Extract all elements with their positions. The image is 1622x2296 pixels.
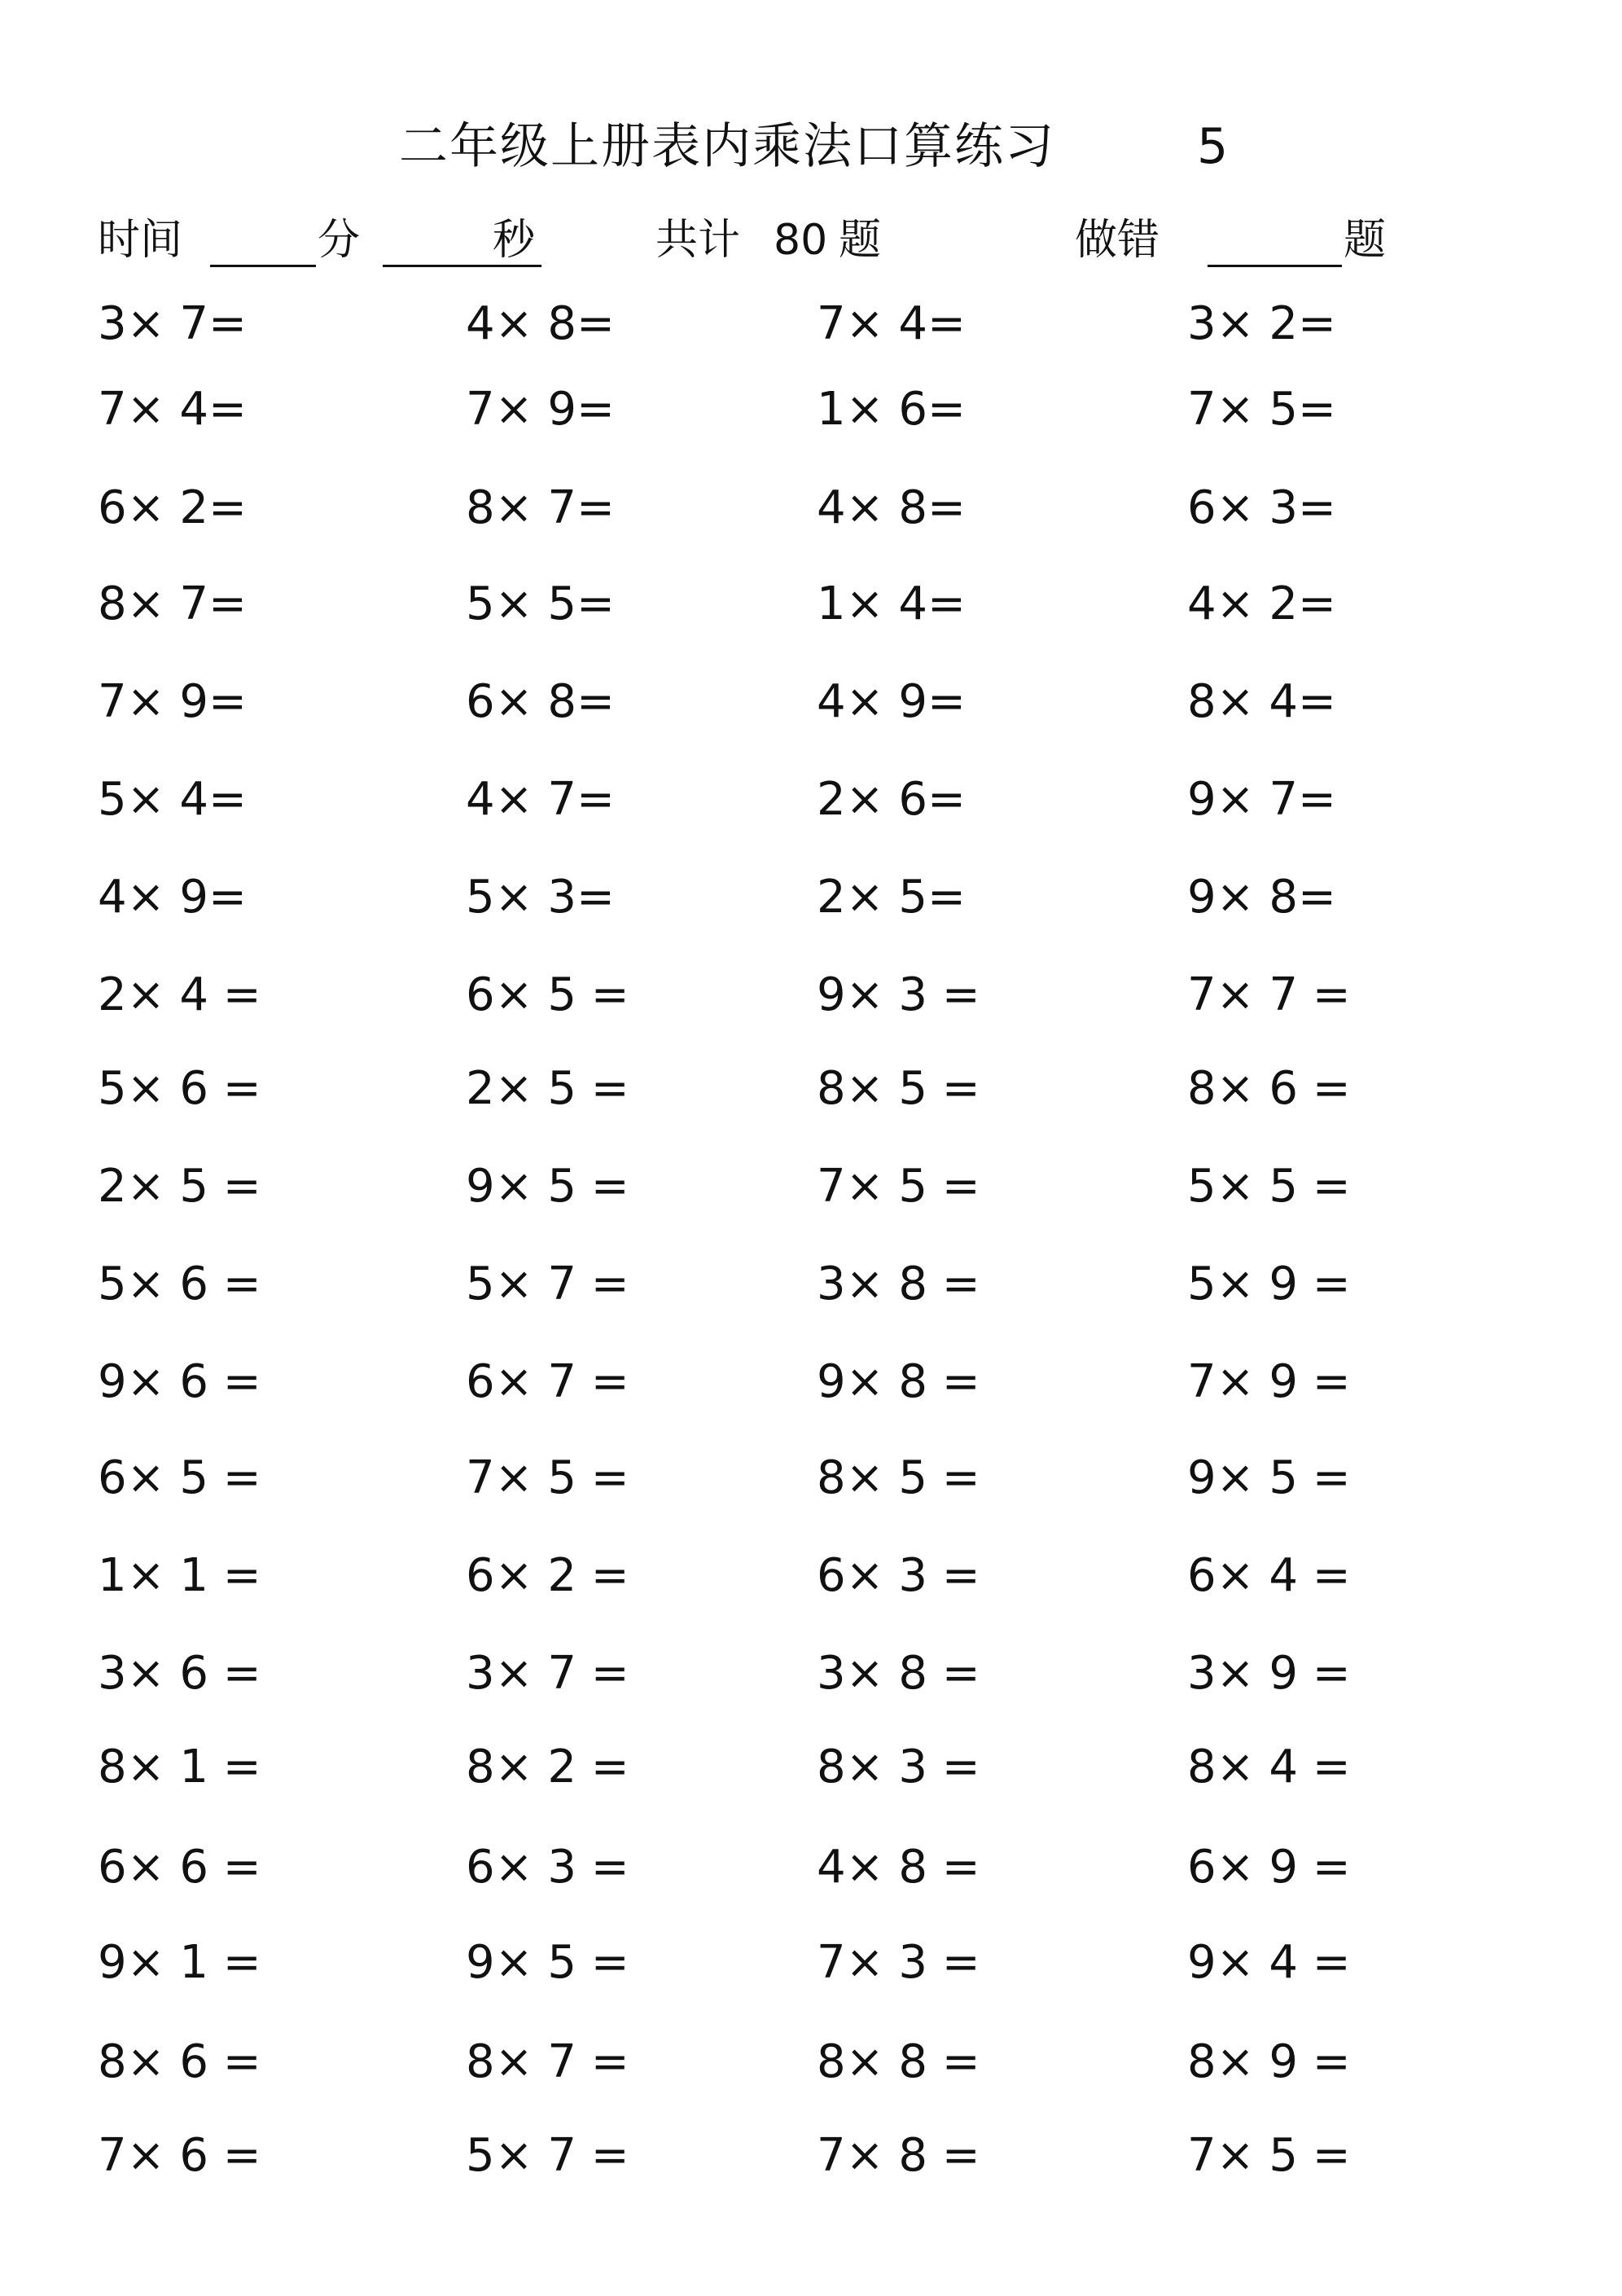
- problem-item: 6× 3 =: [817, 1549, 980, 1602]
- problem-item: 5× 7 =: [466, 2129, 629, 2182]
- problem-item: 8× 5 =: [817, 1451, 980, 1504]
- problem-item: 6× 9 =: [1187, 1841, 1351, 1894]
- problem-item: 7× 9 =: [1187, 1355, 1351, 1408]
- problem-item: 9× 7=: [1187, 773, 1336, 826]
- problem-row: [0, 292, 1622, 357]
- problem-item: 3× 9 =: [1187, 1647, 1351, 1700]
- problem-item: 7× 5=: [1187, 383, 1336, 436]
- wrong-blank[interactable]: [1208, 265, 1342, 267]
- problem-item: 3× 8 =: [817, 1258, 980, 1310]
- problem-item: 1× 6=: [817, 383, 966, 436]
- problem-row: [0, 476, 1622, 541]
- problem-item: 7× 7 =: [1187, 968, 1351, 1021]
- problem-item: 8× 3 =: [817, 1741, 980, 1793]
- problem-item: 8× 4=: [1187, 675, 1336, 728]
- time-label: 时间: [98, 216, 183, 265]
- problem-row: [0, 1446, 1622, 1511]
- problem-item: 7× 9=: [98, 675, 247, 728]
- problem-item: 6× 5 =: [98, 1451, 261, 1504]
- problem-item: 6× 4 =: [1187, 1549, 1351, 1602]
- problem-row: [0, 767, 1622, 832]
- wrong-label: 做错: [1075, 216, 1160, 265]
- problem-item: 5× 7 =: [466, 1258, 629, 1310]
- problem-item: 8× 2 =: [466, 1741, 629, 1793]
- problem-row: [0, 669, 1622, 735]
- problem-row: [0, 1735, 1622, 1800]
- problem-row: [0, 1056, 1622, 1122]
- problem-item: 8× 9 =: [1187, 2035, 1351, 2088]
- problem-item: 3× 2=: [1187, 297, 1336, 350]
- problem-item: 8× 4 =: [1187, 1741, 1351, 1793]
- total-label: 共计: [655, 216, 741, 265]
- problem-item: 5× 6 =: [98, 1258, 261, 1310]
- problem-item: 9× 3 =: [817, 968, 980, 1021]
- problem-item: 7× 5 =: [1187, 2129, 1351, 2182]
- total-count: 80: [774, 216, 828, 265]
- problem-item: 2× 6=: [817, 773, 966, 826]
- problem-item: 8× 6 =: [1187, 1062, 1351, 1115]
- problem-item: 9× 5 =: [1187, 1451, 1351, 1504]
- problem-item: 9× 5 =: [466, 1160, 629, 1213]
- problem-item: 9× 1 =: [98, 1936, 261, 1989]
- problem-item: 5× 9 =: [1187, 1258, 1351, 1310]
- problem-item: 2× 5=: [817, 871, 966, 924]
- wrong-unit: 题: [1344, 216, 1387, 265]
- problem-item: 5× 5 =: [1187, 1160, 1351, 1213]
- problem-item: 3× 8 =: [817, 1647, 980, 1700]
- problem-item: 6× 8=: [466, 675, 615, 728]
- problem-row: [0, 2030, 1622, 2095]
- minute-label: 分: [318, 216, 361, 265]
- problem-item: 3× 7 =: [466, 1647, 629, 1700]
- problem-item: 6× 3 =: [466, 1841, 629, 1894]
- problem-item: 7× 4=: [98, 383, 247, 436]
- problem-item: 4× 8=: [466, 297, 615, 350]
- minute-blank[interactable]: [210, 265, 316, 267]
- problem-item: 5× 4=: [98, 773, 247, 826]
- problem-item: 8× 6 =: [98, 2035, 261, 2088]
- problem-item: 4× 7=: [466, 773, 615, 826]
- problem-item: 2× 5 =: [466, 1062, 629, 1115]
- problem-row: [0, 1252, 1622, 1317]
- problem-item: 8× 7=: [466, 481, 615, 534]
- problem-item: 6× 2=: [98, 481, 247, 534]
- problem-item: 9× 8 =: [817, 1355, 980, 1408]
- problem-item: 4× 8 =: [817, 1841, 980, 1894]
- problem-item: 8× 7 =: [466, 2035, 629, 2088]
- problem-item: 7× 8 =: [817, 2129, 980, 2182]
- worksheet-title: 二年级上册表内乘法口算练习: [399, 118, 1055, 175]
- problem-item: 6× 5 =: [466, 968, 629, 1021]
- problem-item: 3× 7=: [98, 297, 247, 350]
- worksheet-number: 5: [1197, 118, 1229, 175]
- problem-item: 9× 4 =: [1187, 1936, 1351, 1989]
- problem-item: 3× 6 =: [98, 1647, 261, 1700]
- problem-item: 2× 5 =: [98, 1160, 261, 1213]
- problem-row: [0, 572, 1622, 637]
- problem-row: [0, 1641, 1622, 1706]
- problem-row: [0, 865, 1622, 930]
- problem-item: 7× 6 =: [98, 2129, 261, 2182]
- problem-item: 1× 4=: [817, 577, 966, 630]
- problem-row: [0, 377, 1622, 442]
- problem-item: 6× 6 =: [98, 1841, 261, 1894]
- problem-item: 6× 7 =: [466, 1355, 629, 1408]
- problem-item: 9× 8=: [1187, 871, 1336, 924]
- problem-item: 8× 8 =: [817, 2035, 980, 2088]
- problem-item: 8× 1 =: [98, 1741, 261, 1793]
- problem-item: 7× 9=: [466, 383, 615, 436]
- problem-item: 4× 8=: [817, 481, 966, 534]
- problem-row: [0, 1835, 1622, 1900]
- problem-item: 7× 5 =: [466, 1451, 629, 1504]
- problem-item: 9× 5 =: [466, 1936, 629, 1989]
- problem-item: 7× 3 =: [817, 1936, 980, 1989]
- problem-item: 1× 1 =: [98, 1549, 261, 1602]
- problem-item: 6× 2 =: [466, 1549, 629, 1602]
- problem-item: 6× 3=: [1187, 481, 1336, 534]
- problem-row: [0, 1154, 1622, 1219]
- problem-item: 2× 4 =: [98, 968, 261, 1021]
- problem-item: 4× 2=: [1187, 577, 1336, 630]
- problem-row: [0, 1543, 1622, 1609]
- problem-item: 9× 6 =: [98, 1355, 261, 1408]
- problem-row: [0, 963, 1622, 1028]
- problem-item: 7× 4=: [817, 297, 966, 350]
- problem-item: 4× 9=: [817, 675, 966, 728]
- second-label: 秒: [493, 216, 536, 265]
- problem-item: 5× 6 =: [98, 1062, 261, 1115]
- problem-item: 5× 3=: [466, 871, 615, 924]
- problem-row: [0, 1350, 1622, 1415]
- problem-row: [0, 2123, 1622, 2188]
- problem-item: 4× 9=: [98, 871, 247, 924]
- total-unit: 题: [839, 216, 882, 265]
- problem-row: [0, 1930, 1622, 1995]
- problem-item: 8× 5 =: [817, 1062, 980, 1115]
- problem-item: 5× 5=: [466, 577, 615, 630]
- problem-item: 8× 7=: [98, 577, 247, 630]
- problem-item: 7× 5 =: [817, 1160, 980, 1213]
